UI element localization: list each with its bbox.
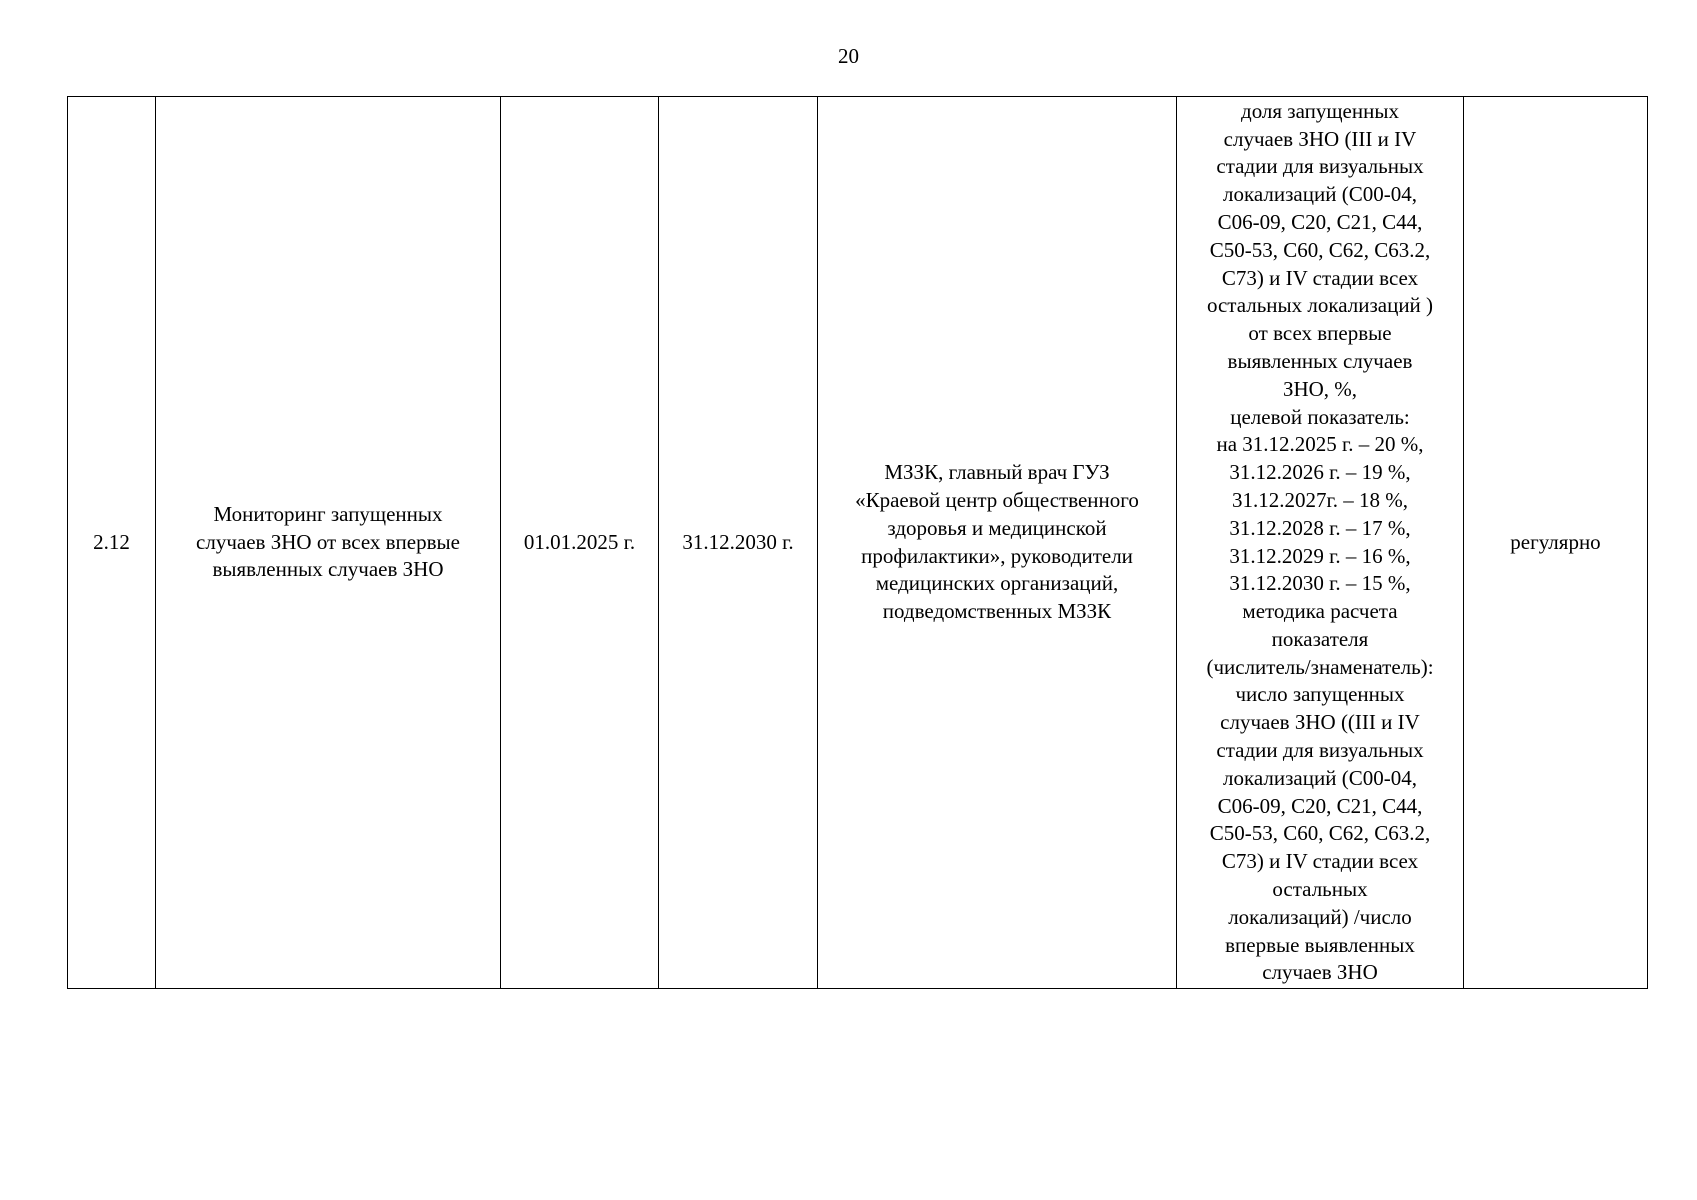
end-date: 31.12.2030 г.	[682, 529, 794, 554]
item-number: 2.12	[93, 529, 130, 554]
responsible-cell	[818, 97, 1177, 989]
plan-table	[67, 96, 1648, 989]
indicator-cell	[1177, 97, 1464, 989]
activity-cell	[156, 97, 501, 989]
table-row	[68, 97, 1648, 989]
end-date-cell	[659, 97, 818, 989]
activity-text: Мониторинг запущенных случаев ЗНО от всех впервые выявленных случаев ЗНО	[196, 501, 460, 582]
page-number: 20	[838, 44, 859, 68]
frequency-cell	[1464, 97, 1648, 989]
start-date: 01.01.2025 г.	[523, 529, 636, 554]
indicator-text: доля запущенных случаев ЗНО (III и IV стадии для визуальных локализаций (С00-04, С06-09, С20, С21, С44, С50-53, С60, С62, С63.2, С73) и IV стадии всех остальных локализаций ) от всех впервые выявленных случаев ЗНО, %, целевой показатель: на 31.12.2025 г. – 20 %, 31.12.2026 г. – 19 %, 31.12.2027г. – 18 %, 31.12.2028 г. – 17 %, 31.12.2029 г. – 16 %, 31.12.2030 г. – 15 %, методика расчета показателя (числитель/знаменатель): число запущенных случаев ЗНО ((III и IV стадии для визуальных локализаций (С00-04, С06-09, С20, С21, С44, С50-53, С60, С62, С63.2, С73) и IV стадии всех остальных локализаций) /число впервые выявленных случаев ЗНО	[1206, 98, 1434, 985]
frequency-text: регулярно	[1510, 529, 1601, 554]
item-number-cell	[68, 97, 156, 989]
responsible-text: МЗЗК, главный врач ГУЗ «Краевой центр общественного здоровья и медицинской профилактики», руководители медицинских организаций, подведомственных МЗЗК	[855, 460, 1139, 624]
start-date-cell	[501, 97, 659, 989]
